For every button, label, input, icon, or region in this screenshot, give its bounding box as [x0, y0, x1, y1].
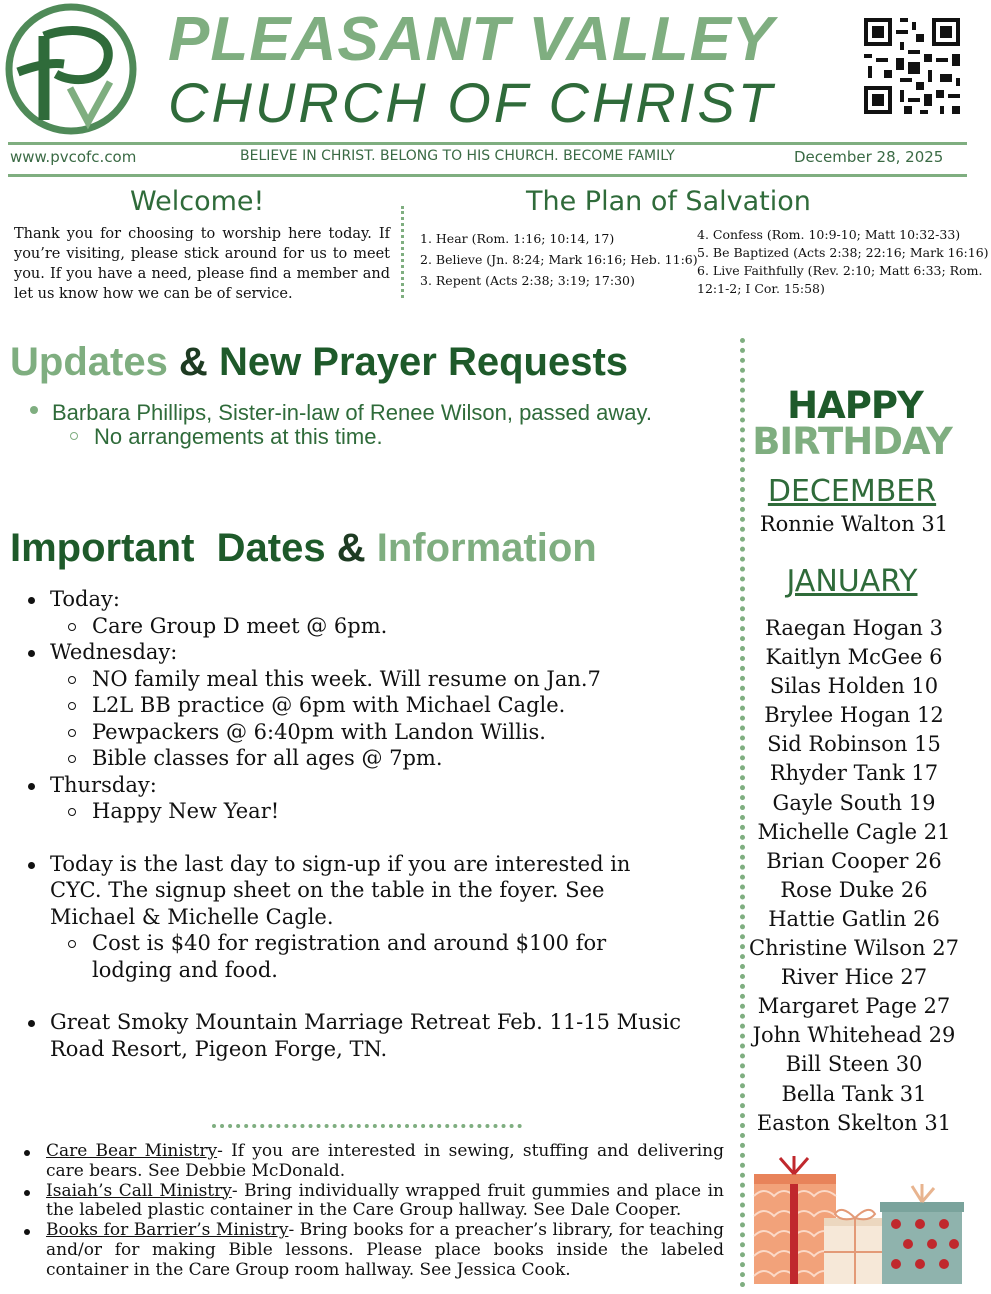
birthday-entry: Christine Wilson 27 [749, 936, 959, 961]
ministry-text: - Bring books for a preacher’s library, for teaching and/or for making Bible lessons. Please place books inside the labeled container in the Care Group room hallway. See Jessica Cook. [46, 1220, 724, 1280]
plan-step: 5. Be Baptized (Acts 2:38; 22:16; Mark 16:16) [697, 245, 989, 260]
bulletin-date: December 28, 2025 [794, 148, 944, 166]
event-text: Happy New Year! [92, 799, 280, 823]
plan-step: 2. Believe (Jn. 8:24; Mark 16:16; Heb. 11:6) [420, 252, 698, 267]
day-label: Today: [50, 587, 120, 611]
birthday-entry: Raegan Hogan 3 [765, 616, 943, 640]
ministries-list [22, 1142, 724, 1281]
qr-code[interactable] [860, 14, 964, 118]
dates-list [26, 586, 726, 1062]
birthday-entry: Silas Holden 10 [769, 674, 939, 699]
list-item [26, 772, 726, 799]
list-item [22, 1221, 724, 1280]
cyc-subtext: Cost is $40 for registration and around $100 for lodging and food. [92, 931, 607, 982]
list-subitem [26, 613, 726, 640]
retreat-text: Great Smoky Mountain Marriage Retreat Feb. 11-15 Music Road Resort, Pigeon Forge, TN. [50, 1010, 681, 1061]
circle-bullet-icon [68, 729, 76, 737]
plan-step: 3. Repent (Acts 2:38; 3:19; 17:30) [420, 273, 635, 288]
list-item [26, 1009, 706, 1062]
event-text: Care Group D meet @ 6pm. [92, 613, 388, 638]
updates-list [30, 400, 652, 450]
list-subitem [26, 666, 726, 693]
updates-heading-amp: & [167, 340, 219, 384]
update-text: Barbara Phillips, Sister-in-law of Renee Wilson, passed away. [52, 400, 652, 425]
circle-bullet-icon [68, 676, 76, 684]
website-link[interactable]: www.pvcofc.com [10, 148, 137, 166]
church-name-line1: PLEASANT VALLEY [168, 5, 775, 74]
birthday-entry: Rose Duke 26 [780, 877, 928, 902]
ministry-name: Care Bear Ministry [46, 1141, 218, 1161]
list-subitem [26, 798, 726, 825]
birthday-entry: Rhyder Tank 17 [769, 761, 939, 786]
updates-heading [10, 340, 628, 385]
circle-bullet-icon [68, 808, 76, 816]
birthday-entry: John Whitehead 29 [752, 1023, 956, 1048]
circle-bullet-icon [70, 432, 78, 440]
bullet-icon [28, 783, 35, 790]
updates-heading-part1: Updates [10, 340, 168, 384]
circle-bullet-icon [68, 755, 76, 763]
gift-boxes-illustration [752, 1156, 964, 1286]
dates-heading [10, 526, 597, 571]
plan-steps-right [697, 226, 989, 298]
birthday-entry: Sid Robinson 15 [767, 732, 941, 757]
birthday-entry: Brian Cooper 26 [766, 848, 942, 873]
birthday-entry: Margaret Page 27 [757, 994, 951, 1019]
birthday-entry: Kaitlyn McGee 6 [765, 645, 943, 670]
dates-heading-part2: Information [376, 526, 597, 570]
happy-birthday-line1: HAPPY [787, 384, 923, 427]
header-bottom-rule [8, 174, 967, 177]
birthday-entry: Brylee Hogan 12 [764, 703, 944, 728]
birthday-entry: Easton Skelton 31 [756, 1110, 952, 1135]
list-item [26, 851, 676, 931]
bullet-icon [24, 1190, 30, 1196]
bullet-icon [28, 597, 35, 604]
church-motto: BELIEVE IN CHRIST. BELONG TO HIS CHURCH. BECOME FAMILY [240, 148, 675, 164]
plan-steps-left [420, 228, 700, 291]
list-item [22, 1142, 724, 1182]
bullet-icon [30, 406, 38, 414]
welcome-text: Thank you for choosing to worship here today. If you’re visiting, please stick around for us to meet you. If you have a need, please find a member and let us know how we can be of service. [14, 226, 390, 302]
event-text: L2L BB practice @ 6pm with Michael Cagle. [92, 693, 566, 717]
header-info-bar [10, 148, 956, 170]
birthday-entry: Ronnie Walton 31 [759, 512, 949, 536]
updates-heading-part2: New Prayer Requests [218, 340, 629, 384]
cyc-text: Today is the last day to sign-up if you are interested in CYC. The signup sheet on the table in the foyer. See Michael & Michelle Cagle. [50, 851, 631, 929]
bullet-icon [24, 1150, 30, 1156]
bullet-icon [28, 650, 35, 657]
update-subtext: No arrangements at this time. [94, 424, 383, 449]
list-subitem [26, 692, 726, 719]
birthday-entry: Michelle Cagle 21 [757, 819, 951, 844]
birthday-entry: Hattie Gatlin 26 [768, 906, 940, 931]
dotted-divider [212, 1124, 522, 1128]
list-item [30, 400, 652, 426]
list-subitem [26, 745, 726, 772]
bullet-icon [28, 862, 35, 869]
list-item [26, 586, 726, 613]
plan-step: 6. Live Faithfully (Rev. 2:10; Matt 6:33; Rom. 12:1-2; I Cor. 15:58) [697, 263, 983, 296]
plan-heading: The Plan of Salvation [526, 186, 811, 217]
circle-bullet-icon [68, 623, 76, 631]
list-item [26, 639, 726, 666]
list-subitem [26, 719, 726, 746]
ministry-text: - If you are interested in sewing, stuffing and delivering care bears. See Debbie McDonald. [46, 1141, 725, 1181]
bullet-icon [24, 1229, 30, 1235]
month-january: JANUARY [786, 564, 918, 599]
month-december: DECEMBER [767, 474, 937, 509]
event-text: NO family meal this week. Will resume on Jan.7 [92, 666, 601, 691]
plan-step: 4. Confess (Rom. 10:9-10; Matt 10:32-33) [697, 227, 961, 242]
church-logo [4, 2, 138, 136]
birthday-entry: Bill Steen 30 [785, 1052, 923, 1077]
january-birthdays [748, 614, 960, 1138]
list-item [22, 1182, 724, 1222]
sidebar-divider [740, 338, 745, 1288]
church-name-line2: CHURCH OF CHRIST [168, 71, 775, 134]
circle-bullet-icon [68, 940, 76, 948]
header-top-rule [8, 142, 967, 145]
event-text: Bible classes for all ages @ 7pm. [92, 746, 443, 770]
circle-bullet-icon [68, 702, 76, 710]
ministry-name: Isaiah’s Call Ministry [46, 1180, 232, 1201]
event-text: Pewpackers @ 6:40pm with Landon Willis. [92, 719, 546, 744]
list-subitem [30, 424, 652, 450]
birthday-entry: Gayle South 19 [772, 790, 936, 815]
birthday-entry: River Hice 27 [780, 965, 928, 990]
birthday-entry: Bella Tank 31 [781, 1081, 927, 1106]
day-label: Thursday: [50, 772, 157, 797]
welcome-heading: Welcome! [130, 186, 265, 217]
ministry-name: Books for Barrier’s Ministry [46, 1220, 289, 1241]
day-label: Wednesday: [50, 640, 178, 664]
plan-step: 1. Hear (Rom. 1:16; 10:14, 17) [420, 231, 615, 246]
dates-heading-part1: Important Dates [10, 526, 326, 570]
dates-heading-amp: & [325, 526, 377, 570]
list-subitem [26, 930, 676, 983]
ministry-text: - Bring individually wrapped fruit gummies and place in the labeled plastic container in the Care Group hallway. See Dale Cooper. [46, 1180, 724, 1221]
section-divider [401, 206, 404, 298]
bullet-icon [28, 1020, 35, 1027]
happy-birthday-line2: BIRTHDAY [752, 420, 952, 463]
